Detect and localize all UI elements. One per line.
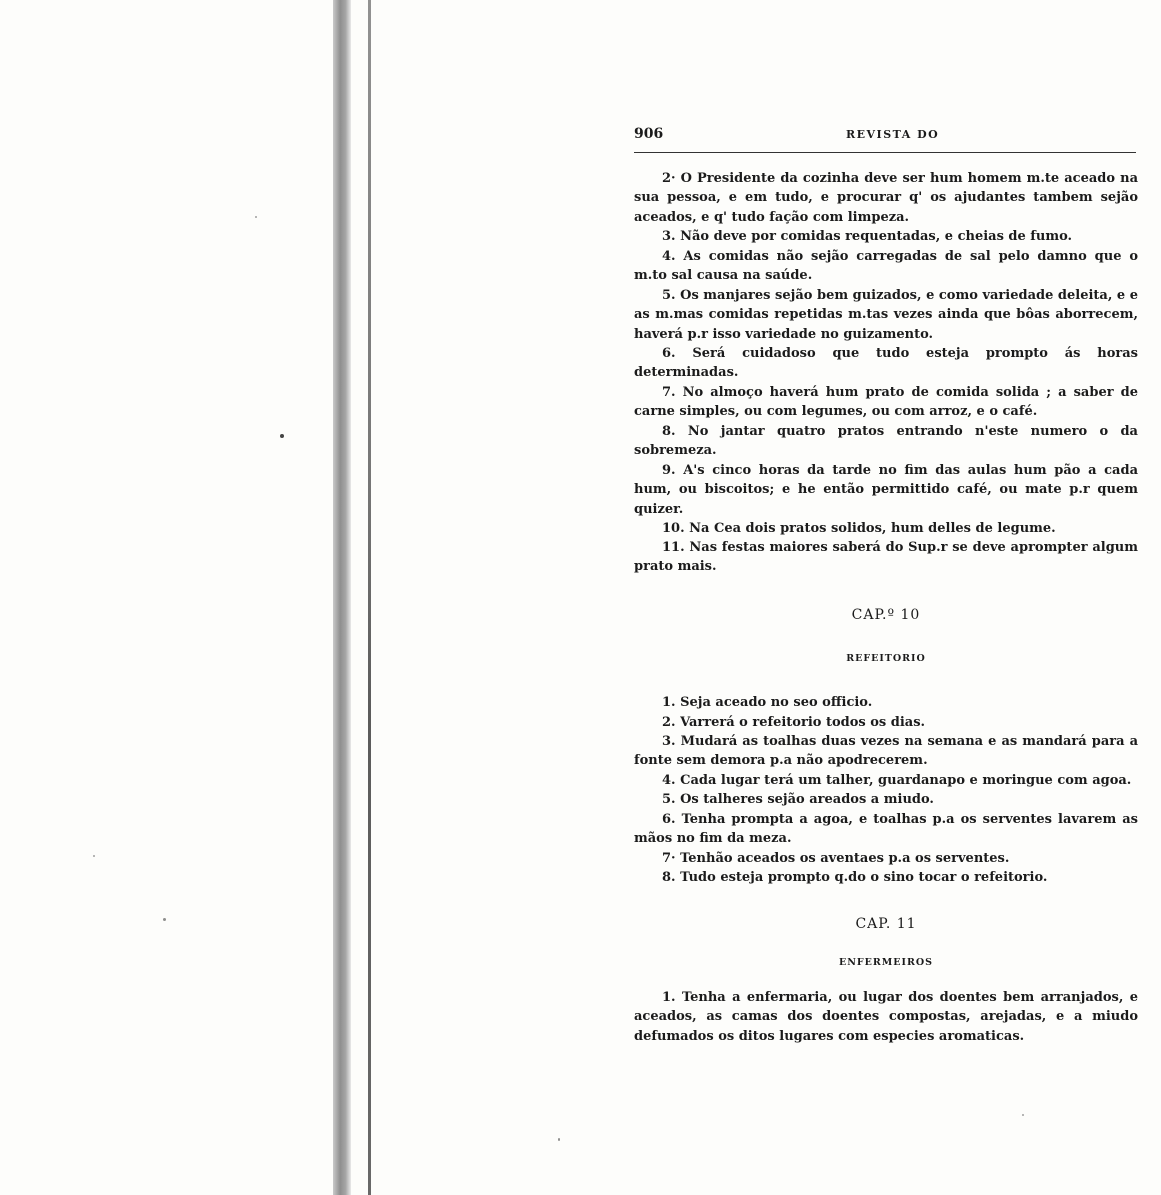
paragraph-refeitorio-1: 1. Seja aceado no seo officio. [662, 695, 873, 710]
paragraph-cozinha-2: 2· O Presidente da cozinha deve ser hum homem m.te aceado na sua pessoa, e em tudo, e procurar q' os ajudantes tambem sejão aceados, e q' tudo fação com limpeza. [634, 171, 1138, 225]
paragraph-enfermeiros-1: 1. Tenha a enfermaria, ou lugar dos doentes bem arranjados, e aceados, as camas dos doentes compostas, arejadas, e a miudo defumados os ditos lugares com especies aromaticas. [634, 990, 1138, 1044]
paragraph-refeitorio-2: 2. Varrerá o refeitorio todos os dias. [662, 715, 926, 730]
scan-speck [93, 855, 95, 857]
paragraph-cozinha-5: 5. Os manjares sejão bem guizados, e como variedade deleita, e e as m.mas comidas repetidas m.tas vezes ainda que bôas aborrecem, haverá p.r isso variedade no guizamento. [634, 288, 1138, 342]
paragraph-cozinha-3: 3. Não deve por comidas requentadas, e cheias de fumo. [662, 229, 1073, 244]
scan-speck [1022, 1114, 1024, 1116]
paragraph-refeitorio-6: 6. Tenha prompta a agoa, e toalhas p.a os serventes lavarem as mãos no fim da meza. [634, 812, 1138, 847]
paragraph-cozinha-11: 11. Nas festas maiores saberá do Sup.r se deve aprompter algum prato mais. [634, 540, 1138, 575]
paragraph-cozinha-9: 9. A's cinco horas da tarde no fim das aulas hum pão a cada hum, ou biscoitos; e he então permittido café, ou mate p.r quem quizer. [634, 463, 1138, 517]
paragraph-refeitorio-8: 8. Tudo esteja prompto q.do o sino tocar o refeitorio. [662, 870, 1048, 885]
paragraph-cozinha-6: 6. Será cuidadoso que tudo esteja prompto ás horas determinadas. [634, 346, 1138, 381]
scan-speck [558, 1138, 560, 1141]
book-gutter-shadow [333, 0, 351, 1195]
running-title: REVISTA DO [846, 128, 940, 141]
paragraph-cozinha-10: 10. Na Cea dois pratos solidos, hum delles de legume. [662, 521, 1056, 536]
scan-speck [280, 434, 284, 438]
page-number: 906 [634, 126, 664, 142]
paragraph-cozinha-8: 8. No jantar quatro pratos entrando n'este numero o da sobremeza. [634, 424, 1138, 459]
paragraph-refeitorio-3: 3. Mudará as toalhas duas vezes na semana e as mandará para a fonte sem demora p.a não apodrecerem. [634, 734, 1138, 769]
paragraph-refeitorio-5: 5. Os talheres sejão areados a miudo. [662, 792, 934, 807]
chapter-title: REFEITORIO [846, 653, 926, 664]
paragraph-refeitorio-4: 4. Cada lugar terá um talher, guardanapo e moringue com agoa. [662, 773, 1132, 788]
book-binding-edge [368, 0, 371, 1195]
paragraph-cozinha-7: 7. No almoço haverá hum prato de comida solida ; a saber de carne simples, ou com legumes, ou com arroz, e o café. [634, 385, 1138, 420]
scan-speck [255, 216, 257, 218]
page-header [634, 122, 1136, 153]
chapter-heading: CAP.º 10 [851, 607, 921, 623]
chapter-title: ENFERMEIROS [838, 957, 934, 968]
paragraph-refeitorio-7: 7· Tenhão aceados os aventaes p.a os serventes. [662, 851, 1010, 866]
paragraph-cozinha-4: 4. As comidas não sejão carregadas de sal pelo damno que o m.to sal causa na saúde. [634, 249, 1138, 284]
chapter-heading: CAP. 11 [855, 916, 917, 932]
scan-speck [163, 918, 166, 921]
